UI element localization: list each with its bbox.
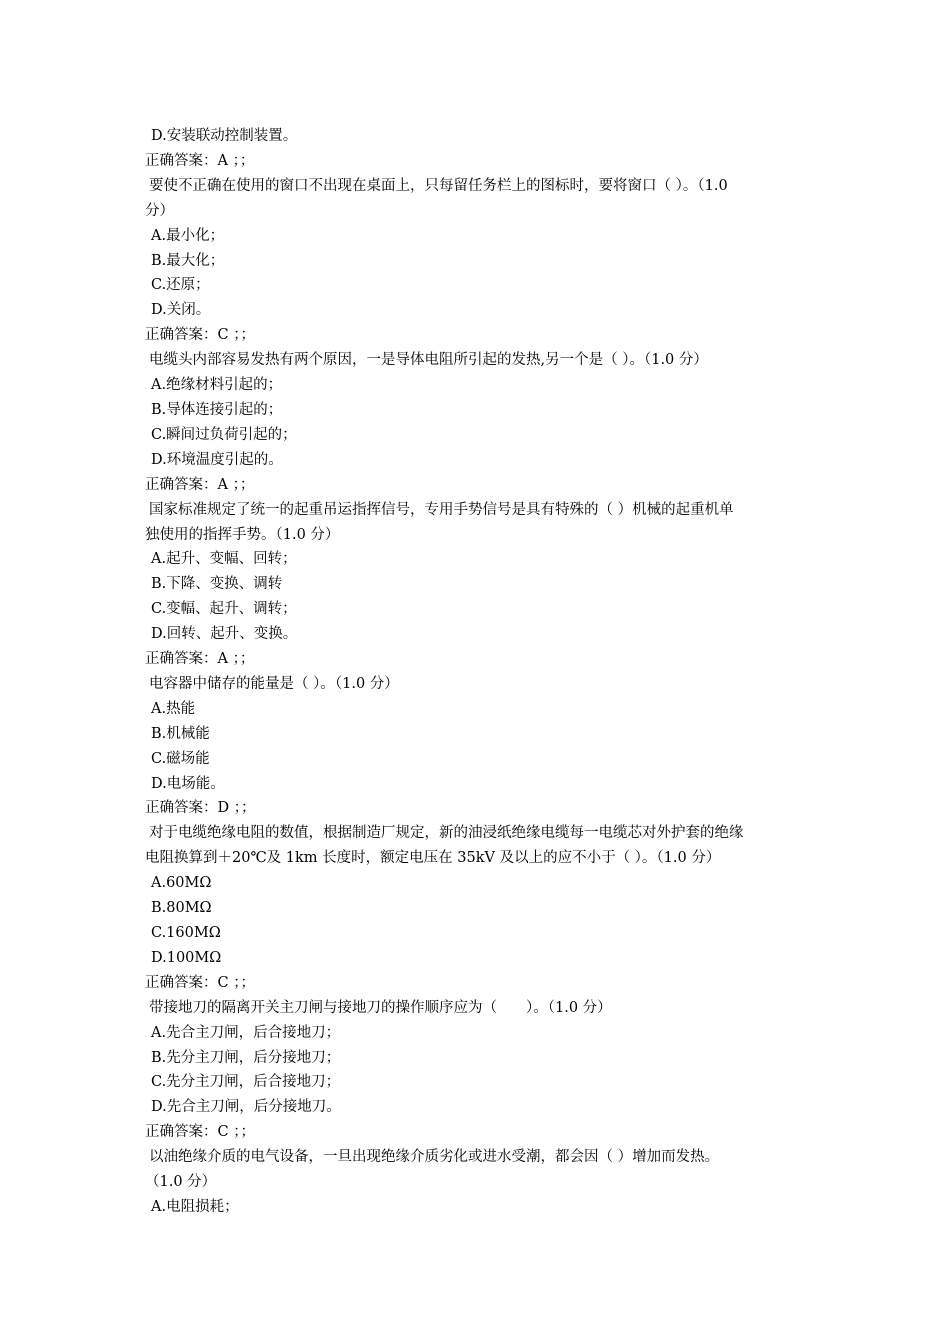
question-text: 要使不正确在使用的窗口不出现在桌面上，只每留任务栏上的图标时，要将窗口（ ）。（1.0 [149,177,728,194]
answer-option: B.导体连接引起的； [151,401,283,418]
question-text: 对于电缆绝缘电阻的数值，根据制造厂规定，新的油浸纸绝缘电缆每一电缆芯对外护套的绝缘 [149,825,744,842]
answer-option: A.先合主刀闸，后合接地刀； [151,1024,341,1041]
answer-option: C.变幅、起升、调转； [151,601,297,618]
answer-option: C.160MΩ [151,925,221,941]
answer-line: 正确答案：A ；； [145,152,255,169]
answer-line: 正确答案：C ；； [145,327,255,344]
answer-option: C.磁场能 [151,750,210,767]
answer-option: D.关闭。 [151,302,211,319]
answer-option: B.机械能 [151,725,210,742]
answer-option: A.热能 [151,700,196,717]
question-text: 带接地刀的隔离开关主刀闸与接地刀的操作顺序应为（ ）。（1.0 分） [149,999,612,1016]
question-text: 电容器中储存的能量是（ ）。（1.0 分） [149,675,399,692]
answer-line: 正确答案：A ；； [145,476,255,493]
answer-line: 电阻换算到＋20℃及 1km 长度时，额定电压在 35kV 及以上的应不小于（ ）。（1.0 分） [145,850,721,867]
question-text: 国家标准规定了统一的起重吊运指挥信号，专用手势信号是具有特殊的（ ）机械的起重机单 [149,501,734,518]
answer-line: 正确答案：D ；； [145,800,256,817]
answer-option: C.瞬间过负荷引起的； [151,426,297,443]
answer-option: B.80MΩ [151,900,212,917]
answer-option: C.先分主刀闸，后合接地刀； [151,1074,341,1091]
answer-line: 独使用的指挥手势。（1.0 分） [145,526,340,543]
question-text: 以油绝缘介质的电气设备，一旦出现绝缘介质劣化或进水受潮，都会因（ ）增加而发热。 [149,1149,720,1166]
answer-option: D.回转、起升、变换。 [151,626,298,643]
answer-option: A.起升、变幅、回转； [151,551,297,568]
answer-line: 正确答案：C ；； [145,974,255,991]
answer-option: B.下降、变换、调转 [151,576,283,593]
answer-line: （1.0 分） [145,1174,217,1191]
answer-option: B.最大化； [151,252,225,269]
question-text: 电缆头内部容易发热有两个原因，一是导体电阻所引起的发热,另一个是（ ）。（1.0 分） [149,352,708,369]
answer-option: D.100MΩ [151,949,222,966]
answer-line: 正确答案：C ；； [145,1124,255,1141]
answer-line: 正确答案：A ；； [145,651,255,668]
answer-option: C.还原； [151,277,210,294]
answer-option: A.绝缘材料引起的； [151,377,283,394]
answer-option: D.安装联动控制装置。 [151,128,298,144]
answer-option: B.先分主刀闸，后分接地刀； [151,1049,341,1066]
answer-line: 分） [145,202,174,219]
answer-option: A.电阻损耗； [151,1198,239,1215]
answer-option: D.电场能。 [151,775,225,792]
answer-option: D.先合主刀闸，后分接地刀。 [151,1099,341,1116]
answer-option: D.环境温度引起的。 [151,451,283,468]
document-page [145,124,815,1220]
answer-option: A.60MΩ [151,875,212,892]
answer-option: A.最小化； [151,227,225,244]
